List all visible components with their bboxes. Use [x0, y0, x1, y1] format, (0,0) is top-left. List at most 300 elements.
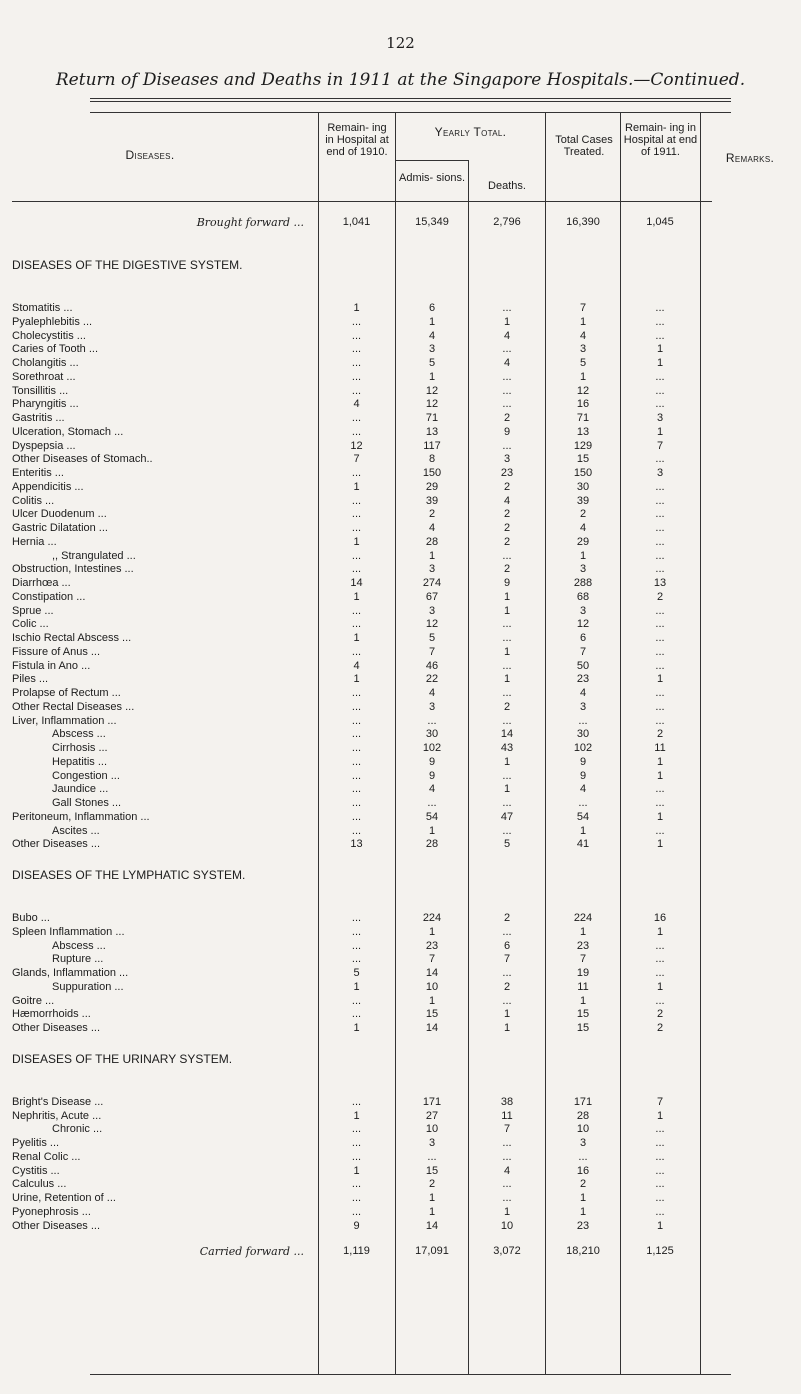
- cell-adm: 1: [428, 994, 436, 1007]
- cell-adm: 67: [425, 590, 439, 603]
- cell-r1910: ...: [351, 939, 362, 952]
- cell-adm: 15: [425, 1164, 439, 1177]
- cell-deaths: 10: [500, 1219, 514, 1232]
- cell-r1911: ...: [655, 1178, 665, 1191]
- cell-r1910: ...: [351, 508, 362, 521]
- cell-total: 50: [576, 659, 590, 672]
- cell-r1911: ...: [655, 508, 665, 521]
- cell-adm: 15: [425, 1008, 439, 1021]
- section-heading: DISEASES OF THE DIGESTIVE SYSTEM.: [12, 258, 243, 272]
- cell-total: 1: [579, 925, 587, 938]
- cell-deaths: 1: [503, 590, 511, 603]
- cell-r1911: 1: [656, 925, 664, 938]
- cell-adm: 14: [425, 967, 439, 979]
- cell-r1911: ...: [655, 1123, 665, 1136]
- disease-name: Dyspepsia ...: [12, 439, 76, 452]
- cell-r1910: 1,119: [343, 1245, 370, 1258]
- cell-r1911: 1: [656, 980, 664, 993]
- cell-deaths: 1: [503, 604, 511, 617]
- cell-total: 28: [576, 1109, 590, 1122]
- cell-r1910: ...: [351, 953, 362, 966]
- cell-r1910: ...: [351, 1123, 362, 1136]
- cell-r1911: ...: [655, 632, 665, 644]
- cell-r1911: ...: [655, 659, 665, 672]
- disease-name: Spleen Inflammation ...: [12, 925, 125, 938]
- cell-adm: 5: [428, 357, 436, 369]
- cell-total: 2: [579, 1178, 587, 1191]
- cell-deaths: ...: [502, 714, 512, 727]
- cell-deaths: ...: [502, 994, 512, 1007]
- cell-total: 3: [579, 604, 587, 617]
- cell-deaths: 47: [500, 810, 514, 823]
- cell-deaths: 1: [503, 645, 511, 658]
- cell-adm: 13: [425, 425, 439, 438]
- cell-r1910: ...: [351, 412, 362, 424]
- cell-r1910: ...: [351, 912, 362, 924]
- disease-name: Pyalephlebitis ...: [12, 315, 93, 328]
- cell-r1910: ...: [351, 425, 362, 438]
- cell-r1911: ...: [655, 1192, 665, 1204]
- cell-r1910: 1: [353, 590, 360, 603]
- cell-deaths: 1: [503, 315, 511, 328]
- cell-r1911: 1: [656, 810, 664, 823]
- cell-r1910: ...: [351, 755, 362, 768]
- cell-deaths: 4: [503, 1164, 511, 1177]
- disease-name: Hepatitis ...: [52, 755, 108, 768]
- disease-name: Ulceration, Stomach ...: [12, 425, 124, 438]
- cell-r1911: 2: [656, 728, 664, 741]
- cell-adm: 150: [422, 467, 442, 479]
- cell-total: 224: [573, 912, 593, 924]
- cell-adm: 6: [428, 302, 436, 314]
- cell-adm: ...: [427, 1150, 437, 1163]
- section-heading: DISEASES OF THE URINARY SYSTEM.: [12, 1051, 233, 1066]
- disease-name: Pyonephrosis ...: [12, 1205, 91, 1218]
- disease-name: Other Diseases of Stomach..: [12, 453, 153, 466]
- cell-deaths: 5: [503, 838, 511, 851]
- header-yearly-total: Yearly Total.: [434, 125, 507, 139]
- cell-deaths: 1: [503, 755, 511, 768]
- cell-adm: 54: [425, 810, 439, 823]
- cell-r1911: ...: [655, 535, 665, 548]
- cell-r1910: ...: [351, 343, 362, 356]
- cell-adm: 7: [428, 953, 436, 966]
- cell-adm: 7: [428, 645, 436, 658]
- cell-adm: 4: [428, 783, 436, 796]
- disease-name: Colitis ...: [12, 494, 55, 507]
- cell-total: 29: [576, 535, 590, 548]
- cell-deaths: 43: [500, 742, 514, 754]
- cell-total: 16: [576, 398, 590, 411]
- cell-total: 54: [576, 810, 590, 823]
- cell-deaths: 38: [500, 1095, 514, 1108]
- header-total-cases: Total Cases Treated.: [555, 134, 613, 158]
- cell-r1911: ...: [655, 329, 665, 342]
- disease-name: Pyelitis ...: [12, 1137, 60, 1149]
- cell-r1910: ...: [351, 769, 362, 782]
- cell-r1911: 1: [656, 343, 664, 356]
- header-deaths: Deaths.: [488, 180, 526, 192]
- cell-adm: 274: [422, 577, 442, 589]
- cell-total: 171: [573, 1095, 593, 1108]
- cell-deaths: 3,072: [493, 1245, 521, 1258]
- disease-name: Appendicitis ...: [12, 480, 84, 493]
- cell-r1910: ...: [351, 1150, 362, 1163]
- cell-r1910: ...: [351, 370, 362, 383]
- cell-deaths: 7: [503, 1123, 511, 1136]
- cell-r1911: 1,125: [646, 1245, 674, 1258]
- cell-total: 7: [579, 953, 587, 966]
- cell-total: 19: [576, 967, 590, 979]
- cell-adm: 46: [425, 659, 439, 672]
- cell-r1911: 1: [656, 755, 664, 768]
- cell-total: 288: [573, 577, 593, 589]
- cell-total: 30: [576, 728, 590, 741]
- disease-name: Ischio Rectal Abscess ...: [12, 632, 132, 644]
- cell-r1910: 7: [353, 453, 360, 466]
- cell-adm: 1: [428, 1192, 436, 1204]
- cell-r1910: 4: [353, 659, 360, 672]
- cell-total: 3: [579, 563, 587, 576]
- disease-name: Urine, Retention of ...: [12, 1192, 116, 1204]
- cell-total: 15: [576, 453, 590, 466]
- disease-name: Peritoneum, Inflammation ...: [12, 810, 150, 823]
- cell-r1911: ...: [655, 687, 665, 699]
- cell-r1911: ...: [655, 700, 665, 713]
- cell-r1911: ...: [655, 398, 665, 411]
- cell-adm: 3: [428, 563, 436, 576]
- cell-deaths: ...: [502, 659, 512, 672]
- disease-name: Constipation ...: [12, 590, 86, 603]
- cell-total: 9: [579, 755, 587, 768]
- cell-deaths: 2: [503, 980, 511, 993]
- cell-r1910: ...: [351, 494, 362, 507]
- header-admissions: Admis- sions.: [398, 172, 466, 184]
- cell-r1910: ...: [351, 714, 362, 727]
- cell-r1911: 2: [656, 590, 664, 603]
- cell-r1911: 2: [656, 1008, 664, 1021]
- cell-r1911: ...: [655, 522, 665, 534]
- cell-adm: 28: [425, 838, 439, 851]
- cell-total: 23: [576, 939, 590, 952]
- cell-deaths: 1: [503, 673, 511, 686]
- cell-r1911: ...: [655, 604, 665, 617]
- cell-r1911: 1: [656, 357, 664, 369]
- cell-total: 16,390: [566, 216, 600, 228]
- cell-r1911: 7: [656, 439, 664, 452]
- cell-adm: 1: [428, 370, 436, 383]
- disease-name: Other Diseases ...: [12, 838, 101, 851]
- cell-r1910: ...: [351, 994, 362, 1007]
- disease-name: Glands, Inflammation ...: [12, 967, 129, 979]
- cell-total: ...: [578, 714, 588, 727]
- disease-name: Calculus ...: [12, 1178, 67, 1191]
- cell-total: 4: [579, 329, 587, 342]
- cell-r1911: 13: [653, 577, 667, 589]
- cell-r1911: 1: [656, 838, 664, 851]
- section-heading: DISEASES OF THE LYMPHATIC SYSTEM.: [12, 868, 246, 882]
- cell-deaths: 6: [503, 939, 511, 952]
- cell-r1910: 1: [353, 1164, 360, 1177]
- cell-adm: 9: [428, 755, 436, 768]
- page-title: Return of Diseases and Deaths in 1911 at the Singapore Hospitals.—Continued.: [55, 70, 746, 90]
- cell-adm: 1: [428, 925, 436, 938]
- disease-name: Nephritis, Acute ...: [12, 1109, 102, 1122]
- cell-adm: 224: [422, 912, 442, 924]
- cell-r1910: ...: [351, 618, 362, 631]
- cell-adm: 10: [425, 980, 439, 993]
- cell-r1911: 3: [656, 467, 664, 479]
- cell-adm: 23: [425, 939, 439, 952]
- cell-deaths: ...: [502, 302, 512, 314]
- cell-deaths: 4: [503, 494, 511, 507]
- cell-r1911: ...: [655, 1150, 665, 1163]
- cell-r1910: ...: [351, 810, 362, 823]
- cell-r1911: ...: [655, 494, 665, 507]
- cell-adm: 12: [425, 618, 439, 631]
- cell-deaths: 2: [503, 700, 511, 713]
- header-remarks: Remarks.: [725, 151, 775, 165]
- cell-adm: ...: [427, 714, 437, 727]
- cell-deaths: ...: [502, 1178, 512, 1191]
- cell-deaths: ...: [502, 797, 512, 809]
- cell-adm: 3: [428, 343, 436, 356]
- cell-adm: 8: [428, 453, 436, 466]
- disease-name: Enteritis ...: [12, 467, 64, 479]
- cell-deaths: 7: [503, 953, 511, 966]
- disease-name: Cholecystitis ...: [12, 329, 86, 342]
- cell-r1910: ...: [351, 563, 362, 576]
- cell-total: 150: [573, 467, 593, 479]
- cell-r1910: ...: [351, 824, 362, 837]
- cell-r1910: ...: [351, 925, 362, 938]
- cell-adm: 14: [425, 1219, 439, 1232]
- cell-total: 15: [576, 1008, 590, 1021]
- cell-total: 71: [576, 412, 590, 424]
- cell-deaths: 14: [500, 728, 514, 741]
- disease-name: Bright's Disease ...: [12, 1095, 104, 1108]
- cell-r1911: 11: [654, 742, 666, 754]
- cell-deaths: 9: [503, 425, 511, 438]
- disease-name: Hæmorrhoids ...: [12, 1008, 91, 1021]
- disease-name: Ascites ...: [52, 824, 100, 837]
- disease-name: Other Diseases ...: [12, 1022, 101, 1034]
- cell-r1910: ...: [351, 1192, 362, 1204]
- cell-adm: 12: [425, 384, 439, 397]
- cell-r1911: ...: [655, 1164, 665, 1177]
- cell-deaths: 2,796: [493, 216, 521, 228]
- cell-adm: 28: [425, 535, 439, 548]
- cell-r1911: ...: [655, 797, 665, 809]
- disease-name: Congestion ...: [52, 769, 120, 782]
- cell-total: 30: [576, 480, 590, 493]
- cell-adm: 17,091: [415, 1245, 449, 1258]
- cell-r1911: ...: [655, 302, 665, 314]
- cell-adm: 5: [428, 632, 436, 644]
- cell-deaths: ...: [502, 1137, 512, 1149]
- cell-total: 3: [579, 700, 587, 713]
- header-remaining-1911: Remain- ing in Hospital at end of 1911.: [623, 122, 698, 158]
- cell-total: 2: [579, 508, 587, 521]
- cell-total: 102: [573, 742, 593, 754]
- cell-r1910: ...: [351, 522, 362, 534]
- header-remaining-1910: Remain- ing in Hospital at end of 1910.: [325, 122, 389, 158]
- cell-adm: 117: [423, 439, 441, 452]
- disease-name: Ulcer Duodenum ...: [12, 508, 107, 521]
- cell-r1910: 1: [353, 632, 360, 644]
- cell-adm: 1: [428, 315, 436, 328]
- cell-r1910: ...: [351, 357, 362, 369]
- cell-r1911: ...: [655, 549, 665, 562]
- disease-name: Renal Colic ...: [12, 1150, 81, 1163]
- cell-r1911: 1: [656, 425, 664, 438]
- disease-name: Rupture ...: [52, 953, 104, 966]
- cell-deaths: 2: [503, 535, 511, 548]
- cell-r1910: 13: [350, 838, 363, 851]
- cell-r1910: ...: [351, 1178, 362, 1191]
- cell-adm: 12: [425, 398, 439, 411]
- cell-total: 16: [576, 1164, 590, 1177]
- disease-name: Diarrhœa ...: [12, 577, 71, 589]
- cell-total: 12: [576, 384, 590, 397]
- cell-r1911: ...: [655, 994, 665, 1007]
- cell-total: 3: [579, 1137, 587, 1149]
- cell-deaths: ...: [502, 370, 512, 383]
- cell-total: 1: [579, 1192, 587, 1204]
- cell-total: 4: [579, 783, 587, 796]
- cell-total: 1: [579, 824, 587, 837]
- disease-name: Jaundice ...: [52, 783, 109, 796]
- cell-r1911: ...: [655, 783, 665, 796]
- cell-total: 39: [576, 494, 590, 507]
- cell-total: 9: [579, 769, 587, 782]
- cell-total: 23: [576, 1219, 590, 1232]
- cell-r1910: ...: [351, 1095, 362, 1108]
- disease-name: Piles ...: [12, 673, 49, 686]
- disease-name: Prolapse of Rectum ...: [12, 687, 121, 699]
- disease-name: Bubo ...: [12, 912, 50, 924]
- total-row-label: Carried forward ...: [199, 1245, 304, 1259]
- cell-r1910: 5: [353, 967, 360, 979]
- cell-total: 23: [576, 673, 590, 686]
- cell-total: 3: [579, 343, 587, 356]
- cell-r1911: 1: [656, 769, 664, 782]
- cell-total: 1: [579, 1205, 587, 1218]
- cell-deaths: 1: [503, 1022, 511, 1034]
- cell-r1911: ...: [655, 1205, 665, 1218]
- cell-deaths: ...: [502, 1192, 512, 1204]
- cell-r1911: 16: [653, 912, 667, 924]
- disease-name: Suppuration ...: [52, 980, 124, 993]
- cell-total: 1: [579, 994, 587, 1007]
- disease-name: Cirrhosis ...: [52, 742, 108, 754]
- disease-name: Pharyngitis ...: [12, 398, 79, 411]
- cell-r1911: ...: [655, 315, 665, 328]
- cell-r1911: 1: [656, 1109, 664, 1122]
- cell-total: 129: [573, 439, 593, 452]
- cell-adm: 4: [428, 522, 436, 534]
- cell-r1910: 1: [353, 302, 360, 314]
- cell-r1910: ...: [351, 645, 362, 658]
- cell-r1911: ...: [655, 939, 665, 952]
- cell-r1911: ...: [655, 1137, 665, 1149]
- disease-name: Gastritis ...: [12, 412, 65, 424]
- cell-r1910: ...: [351, 315, 362, 328]
- cell-r1910: ...: [351, 1008, 362, 1021]
- disease-name: Stomatitis ...: [12, 302, 73, 314]
- cell-deaths: 2: [503, 563, 511, 576]
- cell-total: 68: [576, 590, 590, 603]
- cell-deaths: 2: [503, 522, 511, 534]
- disease-name: Colic ...: [12, 618, 49, 631]
- cell-total: 6: [579, 632, 587, 644]
- cell-adm: 29: [425, 480, 439, 493]
- disease-name: Gastric Dilatation ...: [12, 522, 108, 534]
- cell-deaths: ...: [502, 769, 512, 782]
- cell-r1911: ...: [655, 714, 665, 727]
- cell-r1910: 14: [350, 577, 363, 589]
- cell-r1910: 1: [353, 980, 360, 993]
- disease-name: Sorethroat ...: [12, 370, 76, 383]
- cell-r1911: ...: [655, 967, 665, 979]
- cell-total: 5: [579, 357, 587, 369]
- cell-deaths: ...: [502, 549, 512, 562]
- cell-deaths: 2: [503, 480, 511, 493]
- cell-deaths: ...: [502, 439, 512, 452]
- cell-r1910: ...: [351, 604, 362, 617]
- cell-deaths: 1: [503, 783, 511, 796]
- cell-r1911: ...: [655, 384, 665, 397]
- cell-r1910: 9: [353, 1219, 360, 1232]
- cell-total: 1: [579, 370, 587, 383]
- cell-r1911: ...: [655, 953, 665, 966]
- cell-adm: 171: [422, 1095, 442, 1108]
- disease-name: Liver, Inflammation ...: [12, 714, 117, 727]
- cell-total: 13: [576, 425, 590, 438]
- cell-deaths: ...: [502, 384, 512, 397]
- cell-adm: 3: [428, 1137, 436, 1149]
- cell-deaths: 9: [503, 577, 511, 589]
- cell-r1910: 4: [353, 398, 360, 411]
- cell-r1910: ...: [351, 467, 362, 479]
- cell-total: 7: [579, 302, 587, 314]
- cell-total: 11: [577, 980, 589, 993]
- cell-adm: 3: [428, 700, 436, 713]
- disease-name: Caries of Tooth ...: [12, 343, 99, 356]
- cell-r1911: 3: [656, 412, 664, 424]
- cell-total: 10: [576, 1123, 590, 1136]
- cell-r1910: 1: [353, 480, 360, 493]
- disease-name: Abscess ...: [52, 939, 106, 952]
- cell-total: 4: [579, 687, 587, 699]
- cell-deaths: 2: [503, 508, 511, 521]
- cell-r1911: ...: [655, 645, 665, 658]
- cell-r1911: ...: [655, 480, 665, 493]
- cell-adm: 9: [428, 769, 436, 782]
- cell-r1911: 1: [656, 1219, 664, 1232]
- cell-r1911: ...: [655, 563, 665, 576]
- cell-deaths: 2: [503, 412, 511, 424]
- cell-r1911: ...: [655, 370, 665, 383]
- cell-deaths: ...: [502, 398, 512, 411]
- disease-name: Abscess ...: [52, 728, 106, 741]
- cell-r1911: ...: [655, 453, 665, 466]
- cell-total: 18,210: [566, 1245, 600, 1258]
- cell-deaths: 1: [503, 1008, 511, 1021]
- cell-r1910: ...: [351, 783, 362, 796]
- disease-name: Sprue ...: [12, 604, 54, 617]
- cell-deaths: ...: [502, 618, 512, 631]
